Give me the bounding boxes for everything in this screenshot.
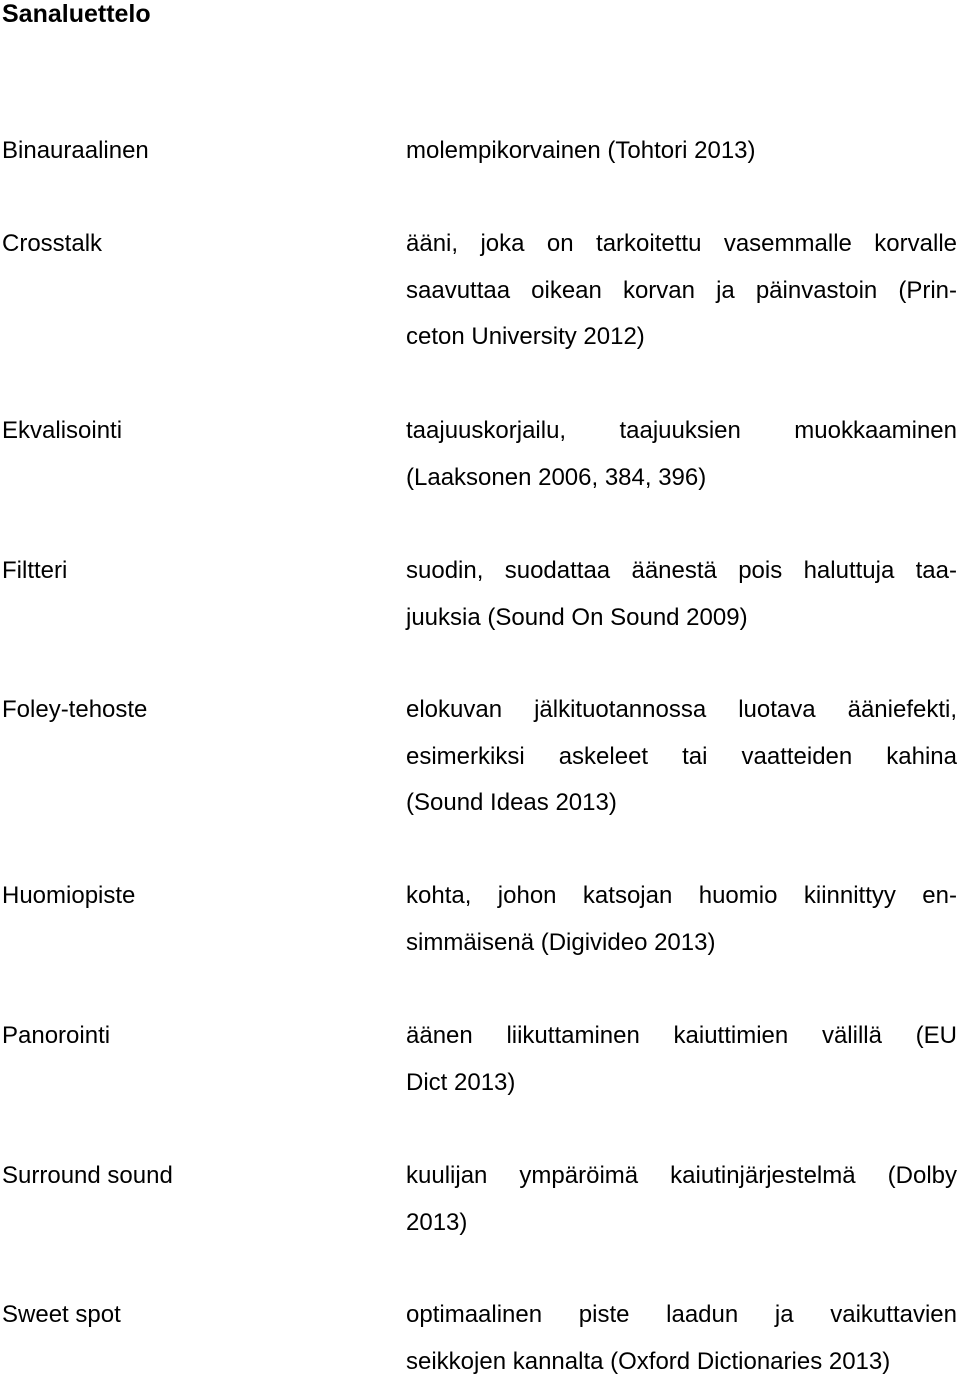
definition-line: taajuuskorjailu, taajuuksien muokkaaminen xyxy=(406,408,957,455)
definition-line: optimaalinen piste laadun ja vaikuttavien xyxy=(406,1292,957,1339)
definition-line: ääni, joka on tarkoitettu vasemmalle korvalle xyxy=(406,221,957,268)
glossary-term: Ekvalisointi xyxy=(2,408,122,455)
glossary-definition xyxy=(406,1013,957,1106)
glossary-definition xyxy=(406,687,957,827)
glossary-definition xyxy=(406,221,957,361)
definition-line: seikkojen kannalta (Oxford Dictionaries 2013) xyxy=(406,1339,957,1385)
glossary-term: Crosstalk xyxy=(2,221,102,268)
definition-line: 2013) xyxy=(406,1200,957,1247)
glossary-term: Huomiopiste xyxy=(2,873,135,920)
definition-line: äänen liikuttaminen kaiuttimien välillä (EU xyxy=(406,1013,957,1060)
glossary-term: Binauraalinen xyxy=(2,128,149,175)
definition-line: esimerkiksi askeleet tai vaatteiden kahina xyxy=(406,734,957,781)
glossary-definition xyxy=(406,1153,957,1246)
glossary-definition xyxy=(406,873,957,966)
glossary-term: Filtteri xyxy=(2,548,67,595)
definition-line: Dict 2013) xyxy=(406,1060,957,1107)
definition-line: molempikorvainen (Tohtori 2013) xyxy=(406,128,957,175)
glossary-term: Foley-tehoste xyxy=(2,687,147,734)
definition-line: elokuvan jälkituotannossa luotava ääniefekti, xyxy=(406,687,957,734)
definition-line: (Sound Ideas 2013) xyxy=(406,780,957,827)
glossary-definition xyxy=(406,408,957,501)
glossary-definition xyxy=(406,128,957,175)
definition-line: kohta, johon katsojan huomio kiinnittyy en- xyxy=(406,873,957,920)
definition-line: saavuttaa oikean korvan ja päinvastoin (Prin- xyxy=(406,268,957,315)
page-title: Sanaluettelo xyxy=(2,0,151,28)
glossary-definition xyxy=(406,1292,957,1385)
definition-line: ceton University 2012) xyxy=(406,314,957,361)
definition-line: (Laaksonen 2006, 384, 396) xyxy=(406,455,957,502)
definition-line: kuulijan ympäröimä kaiutinjärjestelmä (Dolby xyxy=(406,1153,957,1200)
glossary-term: Surround sound xyxy=(2,1153,173,1200)
glossary-definition xyxy=(406,548,957,641)
definition-line: simmäisenä (Digivideo 2013) xyxy=(406,920,957,967)
definition-line: juuksia (Sound On Sound 2009) xyxy=(406,595,957,642)
glossary-term: Panorointi xyxy=(2,1013,110,1060)
definition-line: suodin, suodattaa äänestä pois haluttuja taa- xyxy=(406,548,957,595)
glossary-term: Sweet spot xyxy=(2,1292,121,1339)
